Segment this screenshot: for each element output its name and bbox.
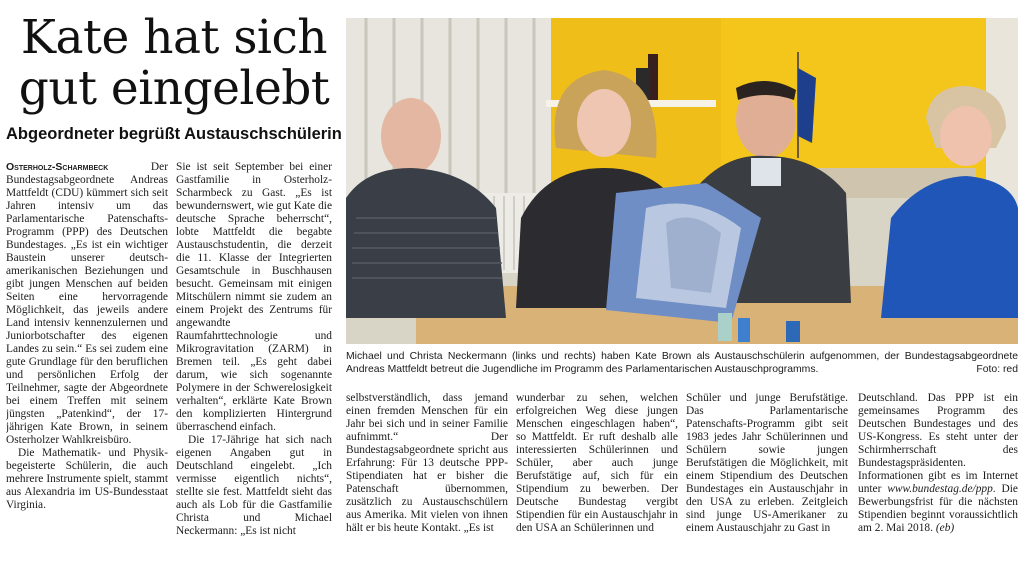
photo-caption-text: Michael und Christa Neckermann (links und rechts) haben Kate Brown als Austauschschülerin aufgenommen, der Bundestagsabgeordnete Andreas Mattfeldt betreut die Jugendliche im Programm des Parlamentarischen Austauschprogramms.: [346, 351, 1018, 375]
column-2-paragraph-2: Die 17-Jährige hat sich nach eigenen Angaben gut in Deutschland eingelebt. „Ich vermisse eigentlich nichts“, stellte sie fest. Mattfeldt sieht das auch als Lob für die Gastfamilie Christa und Michael Neckermann: „Es ist nicht: [176, 434, 332, 537]
dateline: Osterholz-Scharmbeck: [6, 161, 109, 173]
column-3-paragraph-1: selbstverständlich, dass jemand einen fremden Menschen für ein Jahr bei sich und in seiner Familie aufnimmt.“ Der Bundestagsabgeordnete spricht aus Erfahrung: Für 13 deutsche PPP-Stipendiaten hat er bisher die Patenschaft übernommen, zusätzlich zu Austauschschülern aus Amerika. Mit vielen von ihnen hält er bis heute Kontakt. „Es ist: [346, 392, 508, 534]
column-6-text-end: . Die Bewerbungsfrist für die nächsten Stipendien beginnt voraussichtlich am 2. Mai 2018.: [858, 483, 1018, 534]
article-column-2: [176, 161, 332, 561]
lead-paragraph: [6, 161, 168, 447]
article-column-5: [686, 392, 848, 562]
subheadline: Abgeordneter begrüßt Austauschschülerin: [6, 125, 342, 143]
article-photo: [346, 18, 1018, 344]
article-column-4: [516, 392, 678, 562]
article-column-6: [858, 392, 1018, 562]
column-6-text-start: Deutschland. Das PPP ist ein gemeinsames Programm des Deutschen Bundestages und des US-Kongress. Es steht unter der Schirmherrschaft des Bundestagspräsidenten. Informationen gibt es im Internet unter: [858, 392, 1018, 495]
photo-caption: [346, 350, 1018, 376]
headline: [14, 12, 334, 114]
column-1-text: Der Bundestagsabgeordnete Andreas Mattfeldt (CDU) kümmert sich seit Jahren intensiv um das Parlamentarische Patenschafts-Programm (PPP) des Deutschen Bundestages. „Es ist ein wichtiger Baustein unserer deutsch-amerikanischen Beziehungen und gibt jungen Menschen auf beiden Seiten eine hervorragende Möglichkeit, das jeweils andere Land intensiv kennenzulernen und Juniorbotschafter des eigenen Landes zu sein.“ Es sei zudem eine gute Grundlage für den beruflichen und persönlichen Erfolg der Teilnehmer, sagte der Abgeordnete bei einem Treffen mit seinem jüngsten „Patenkind“, der 17-jährigen Kate Brown, in seinem Osterholzer Wahlkreisbüro.: [6, 161, 168, 446]
article-column-3: [346, 392, 508, 562]
headline-line-2: gut eingelebt: [18, 61, 330, 116]
column-2-paragraph-1: Sie ist seit September bei einer Gastfamilie in Osterholz-Scharmbeck zu Gast. „Es ist bewundernswert, wie gut Kate die deutsche Sprache beherrscht“, lobte Mattfeldt die begabte Austauschstudentin, die derzeit die 11. Klasse der Integrierten Gesamtschule in Buschhausen besucht. Gemeinsam mit einigen Mitschülern nimmt sie zudem an einem Projekt des Zentrums für angewandte Raumfahrttechnologie und Mikrogravitation (ZARM) in Bremen teil. „Es geht dabei darum, wie sich sogenannte Polymere in der Schwerelosigkeit verhalten“, erklärte Kate Brown den komplizierten Hintergrund überraschend einfach.: [176, 161, 332, 433]
photo-credit: Foto: red: [976, 364, 1018, 375]
column-5-paragraph-1: Schüler und junge Berufstätige. Das Parlamentarische Patenschafts-Programm gibt seit 1983 jedes Jahr Schülerinnen und Schülern sowie jungen Berufstätigen die Möglichkeit, mit einem Stipendium des Deutschen Bundestages ein Austauschjahr in den USA zu erleben. Zeitgleich sind junge US-Amerikaner zu einem Austauschjahr zu Gast in: [686, 392, 848, 534]
column-1-paragraph-2: Die Mathematik- und Physik-begeisterte Schülerin, die auch mehrere Instrumente spielt, stammt aus Alexandria im US-Bundesstaat Virginia.: [6, 447, 168, 511]
headline-line-1: Kate hat sich: [20, 10, 328, 65]
bundestag-url: www.bundestag.de/ppp: [887, 483, 993, 495]
article-column-1: [6, 161, 168, 561]
author-initials: (eb): [935, 522, 955, 534]
column-6-paragraph-1: [858, 392, 1018, 535]
column-4-paragraph-1: wunderbar zu sehen, welchen erfolgreichen Weg diese jungen Menschen eingeschlagen haben“, so Mattfeldt. Er ruft deshalb alle interessierten Schülerinnen und Schüler, aber auch junge Berufstätige auf, sich für ein Stipendium zu bewerben. Der Deutsche Bundestag vergibt Stipendien für ein Austauschjahr in den USA an Schülerinnen und: [516, 392, 678, 534]
